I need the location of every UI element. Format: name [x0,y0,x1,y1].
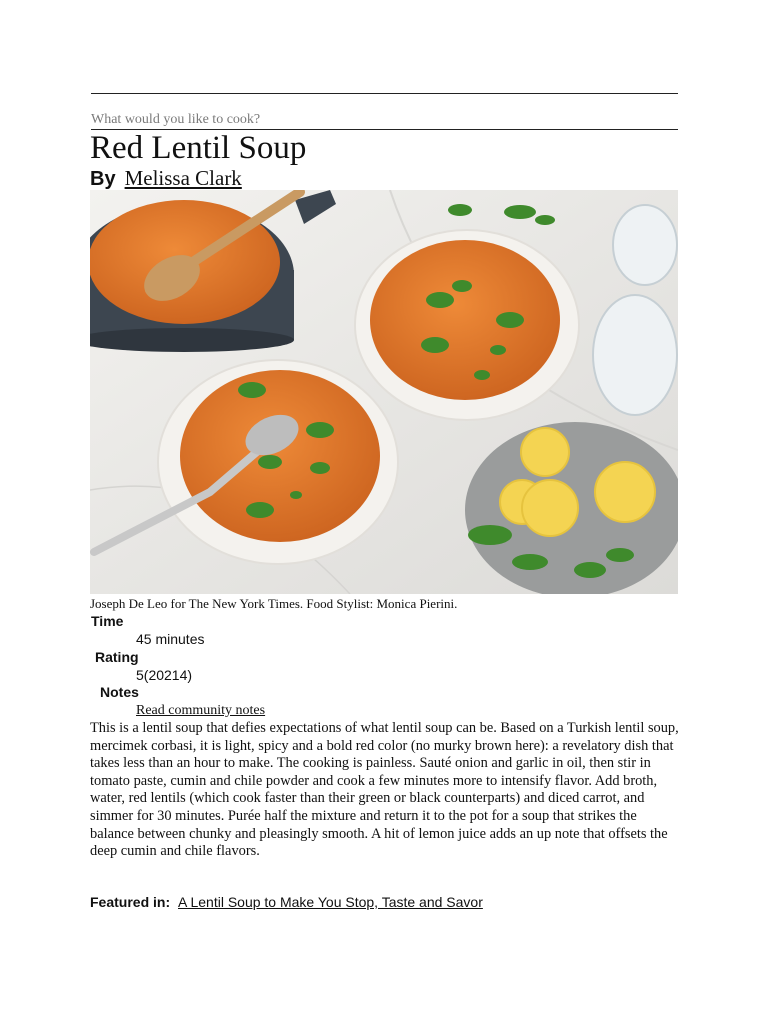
author-link[interactable]: Melissa Clark [124,166,242,190]
rating-value: 5(20214) [136,667,193,683]
notes-label: Notes [100,684,139,700]
time-value: 45 minutes [136,631,205,647]
featured-link[interactable]: A Lentil Soup to Make You Stop, Taste and Savor [178,894,483,910]
recipe-description: This is a lentil soup that defies expectations of what lentil soup can be. Based on a Turkish lentil soup, mercimek corbasi, it is light, spicy and a bold red color (no murky brown here): a revelatory dish that takes less than an hour to make. The cooking is painless. Sauté onion and garlic in oil, then stir in tomato paste, cumin and chile powder and cook a few minutes more to intensify flavor. Add broth, water, red lentils (which cook faster than their green or black counterparts) and diced carrot, and simmer for 30 minutes. Purée half the mixture and return it to the pot for a soup that strikes the balance between chunky and pleasingly smooth. A hit of lemon juice adds an up note that offsets the deep cumin and chile flavors. [90,720,679,860]
featured-in [90,893,483,911]
byline-label: By [90,168,116,190]
time-label: Time [91,613,124,629]
recipe-title: Red Lentil Soup [90,130,307,166]
search-placeholder[interactable]: What would you like to cook? [91,112,261,127]
photo-credit: Joseph De Leo for The New York Times. Food Stylist: Monica Pierini. [90,596,458,611]
rating-label: Rating [95,649,139,665]
recipe-photo [90,190,678,594]
top-rule [91,93,678,94]
back-bowl [355,230,579,420]
byline [90,166,242,191]
search-bar[interactable] [91,110,678,130]
featured-label: Featured in: [90,894,171,910]
community-notes-link[interactable]: Read community notes [136,703,266,718]
